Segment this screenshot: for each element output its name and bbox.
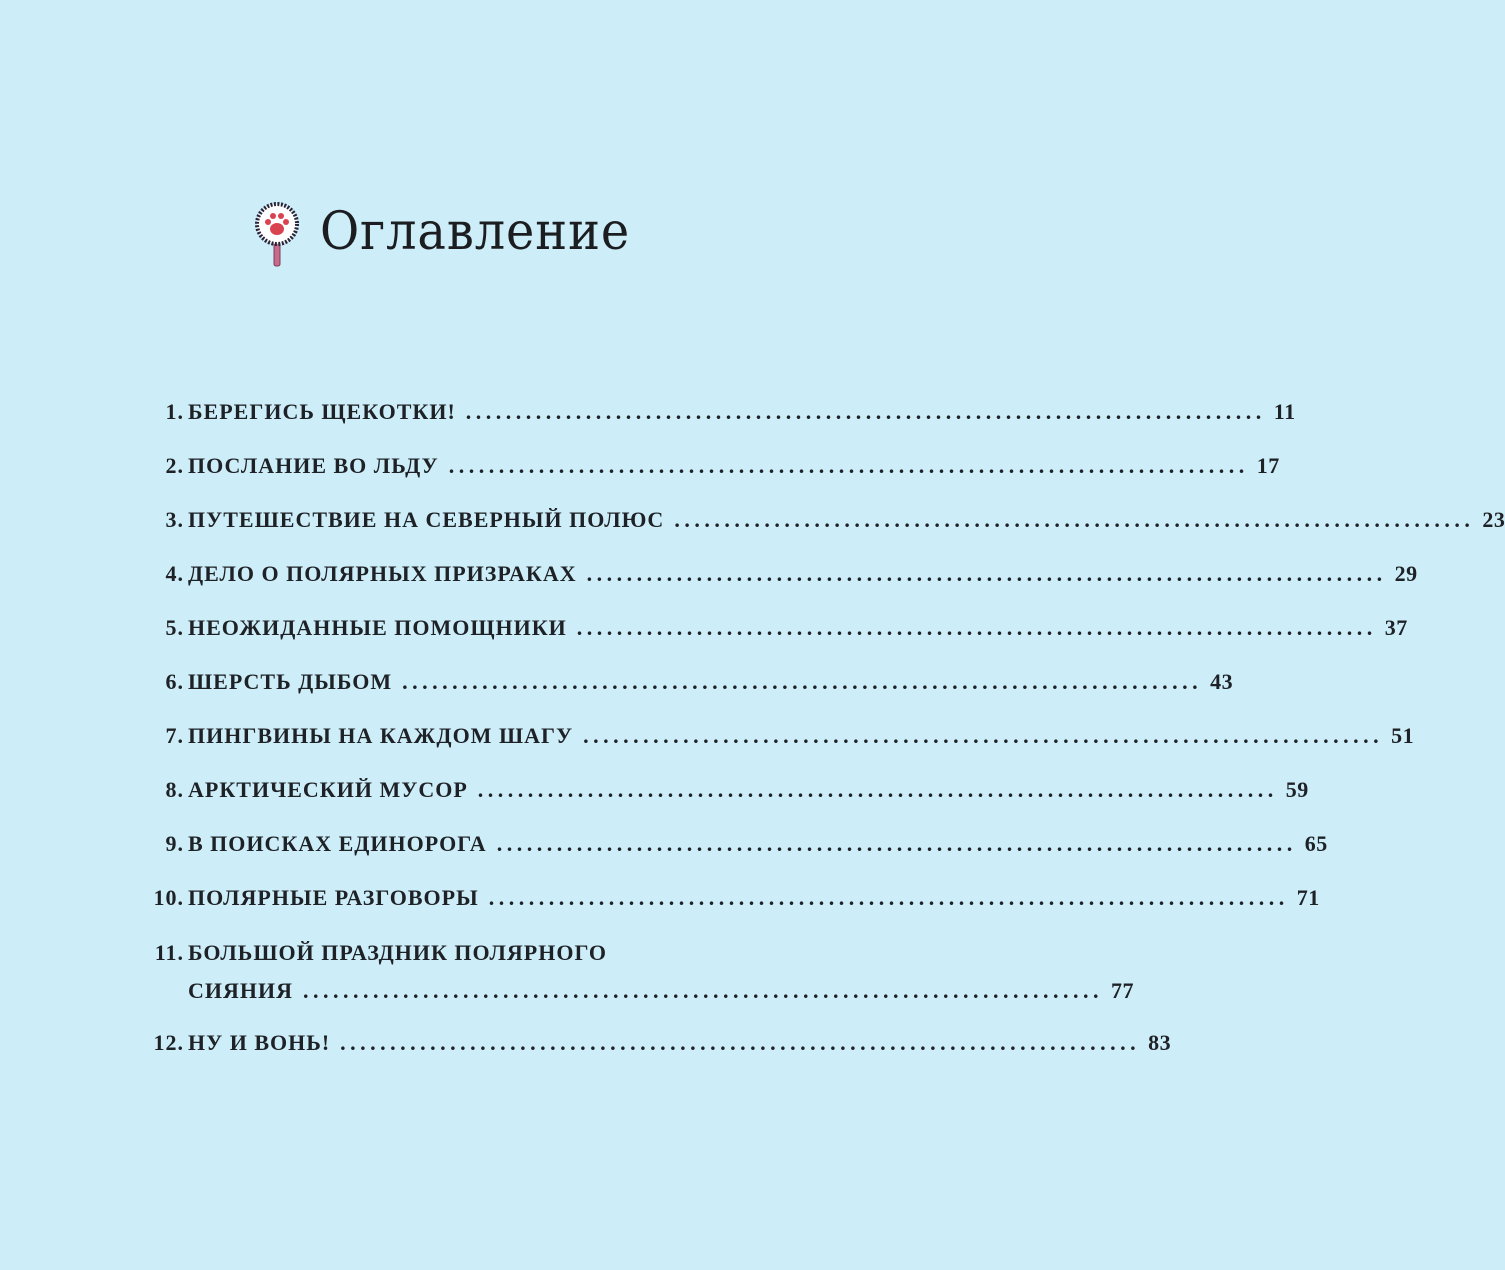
toc-entry-line [188, 665, 1234, 699]
toc-entry[interactable] [140, 719, 1415, 753]
toc-entry-number: 2. [165, 453, 184, 478]
toc-entry-title: ПОЛЯРНЫЕ РАЗГОВОРЫ [188, 885, 479, 910]
toc-entry-line [188, 449, 1280, 483]
toc-entry-title-line1: БОЛЬШОЙ ПРАЗДНИК ПОЛЯРНОГО [188, 940, 608, 965]
page-title: Оглавление [320, 202, 631, 262]
toc-entry-line [188, 611, 1408, 645]
toc-entry-number: 6. [165, 669, 184, 694]
toc-entry-title: БЕРЕГИСЬ ЩЕКОТКИ! [188, 399, 456, 424]
toc-entry-line [188, 881, 1320, 915]
toc-entry-title: АРКТИЧЕСКИЙ МУСОР [188, 777, 468, 802]
toc-entry-page-number: 51 [1391, 723, 1415, 748]
toc-entry-page-number: 77 [1111, 978, 1134, 1003]
magnifying-glass-paw-icon [252, 200, 302, 270]
toc-entry-page-number: 65 [1304, 831, 1328, 856]
toc-entry-page-number: 29 [1394, 561, 1418, 586]
toc-entry-title: В ПОИСКАХ ЕДИНОРОГА [188, 831, 487, 856]
toc-entry-number: 10. [153, 885, 184, 910]
toc-entry-line [188, 827, 1328, 861]
dot-leader: ................................................................................ [402, 669, 1203, 694]
toc-entry-line [188, 719, 1415, 753]
toc-entry-number: 4. [165, 561, 184, 586]
toc-entry-title: НЕОЖИДАННЫЕ ПОМОЩНИКИ [188, 615, 567, 640]
toc-entry[interactable] [140, 611, 1408, 645]
toc-entry[interactable] [140, 395, 1296, 429]
toc-entry-title: ПУТЕШЕСТВИЕ НА СЕВЕРНЫЙ ПОЛЮС [188, 507, 665, 532]
toc-entry-number: 3. [165, 507, 184, 532]
toc-entry-number: 11. [154, 940, 184, 965]
toc-entry-line [188, 395, 1296, 429]
dot-leader: ................................................................................ [477, 777, 1278, 802]
toc-entry-title: ПИНГВИНЫ НА КАЖДОМ ШАГУ [188, 723, 574, 748]
toc-entry-line [188, 557, 1418, 591]
toc-entry-number: 9. [165, 831, 184, 856]
dot-leader: ................................................................................ [488, 885, 1289, 910]
dot-leader: ................................................................................ [576, 615, 1377, 640]
toc-entry[interactable] [140, 936, 1134, 1026]
toc-entry-title: ПОСЛАНИЕ ВО ЛЬДУ [188, 453, 439, 478]
dot-leader: ................................................................................ [674, 507, 1475, 532]
toc-entry-page-number: 11 [1273, 399, 1296, 424]
toc-entry-number: 5. [165, 615, 184, 640]
toc-entry-number: 1. [165, 399, 184, 424]
toc-entry-page-number: 59 [1285, 777, 1309, 802]
toc-entry[interactable] [140, 665, 1234, 699]
toc-entry-title: НУ И ВОНЬ! [188, 1030, 331, 1055]
dot-leader: ................................................................................ [448, 453, 1249, 478]
dot-leader: ................................................................................ [465, 399, 1266, 424]
toc-entry[interactable] [140, 557, 1418, 591]
toc-entry-page-number: 83 [1148, 1030, 1172, 1055]
toc-entry[interactable] [140, 773, 1309, 807]
dot-leader: ................................................................................ [340, 1030, 1141, 1055]
toc-entry-title: СИЯНИЯ [188, 978, 293, 1003]
toc-entry-line [188, 1026, 1172, 1060]
toc-entry-line [188, 974, 1134, 1008]
toc-entry-line [188, 773, 1309, 807]
dot-leader: ................................................................................ [586, 561, 1387, 586]
toc-entry[interactable] [140, 881, 1320, 915]
toc-entry-page-number: 37 [1384, 615, 1408, 640]
toc-entry[interactable] [140, 503, 1505, 537]
toc-entry[interactable] [140, 1026, 1172, 1060]
toc-entry-title: ДЕЛО О ПОЛЯРНЫХ ПРИЗРАКАХ [188, 561, 577, 586]
toc-entry-page-number: 23 [1482, 507, 1505, 532]
toc-entry-title: ШЕРСТЬ ДЫБОМ [188, 669, 393, 694]
toc-entry-line [188, 503, 1505, 537]
toc-entry[interactable] [140, 449, 1280, 483]
dot-leader: ................................................................................ [583, 723, 1384, 748]
toc-entry-page-number: 43 [1210, 669, 1234, 694]
toc-entry-page-number: 71 [1296, 885, 1320, 910]
toc-entry-number: 12. [153, 1030, 184, 1055]
toc-heading [0, 192, 886, 272]
toc-entry-number: 8. [165, 777, 184, 802]
toc-entry-number: 7. [165, 723, 184, 748]
toc-entry-page-number: 17 [1256, 453, 1280, 478]
dot-leader: ................................................................................ [303, 978, 1103, 1003]
dot-leader: ................................................................................ [496, 831, 1297, 856]
toc-entry[interactable] [140, 827, 1328, 861]
